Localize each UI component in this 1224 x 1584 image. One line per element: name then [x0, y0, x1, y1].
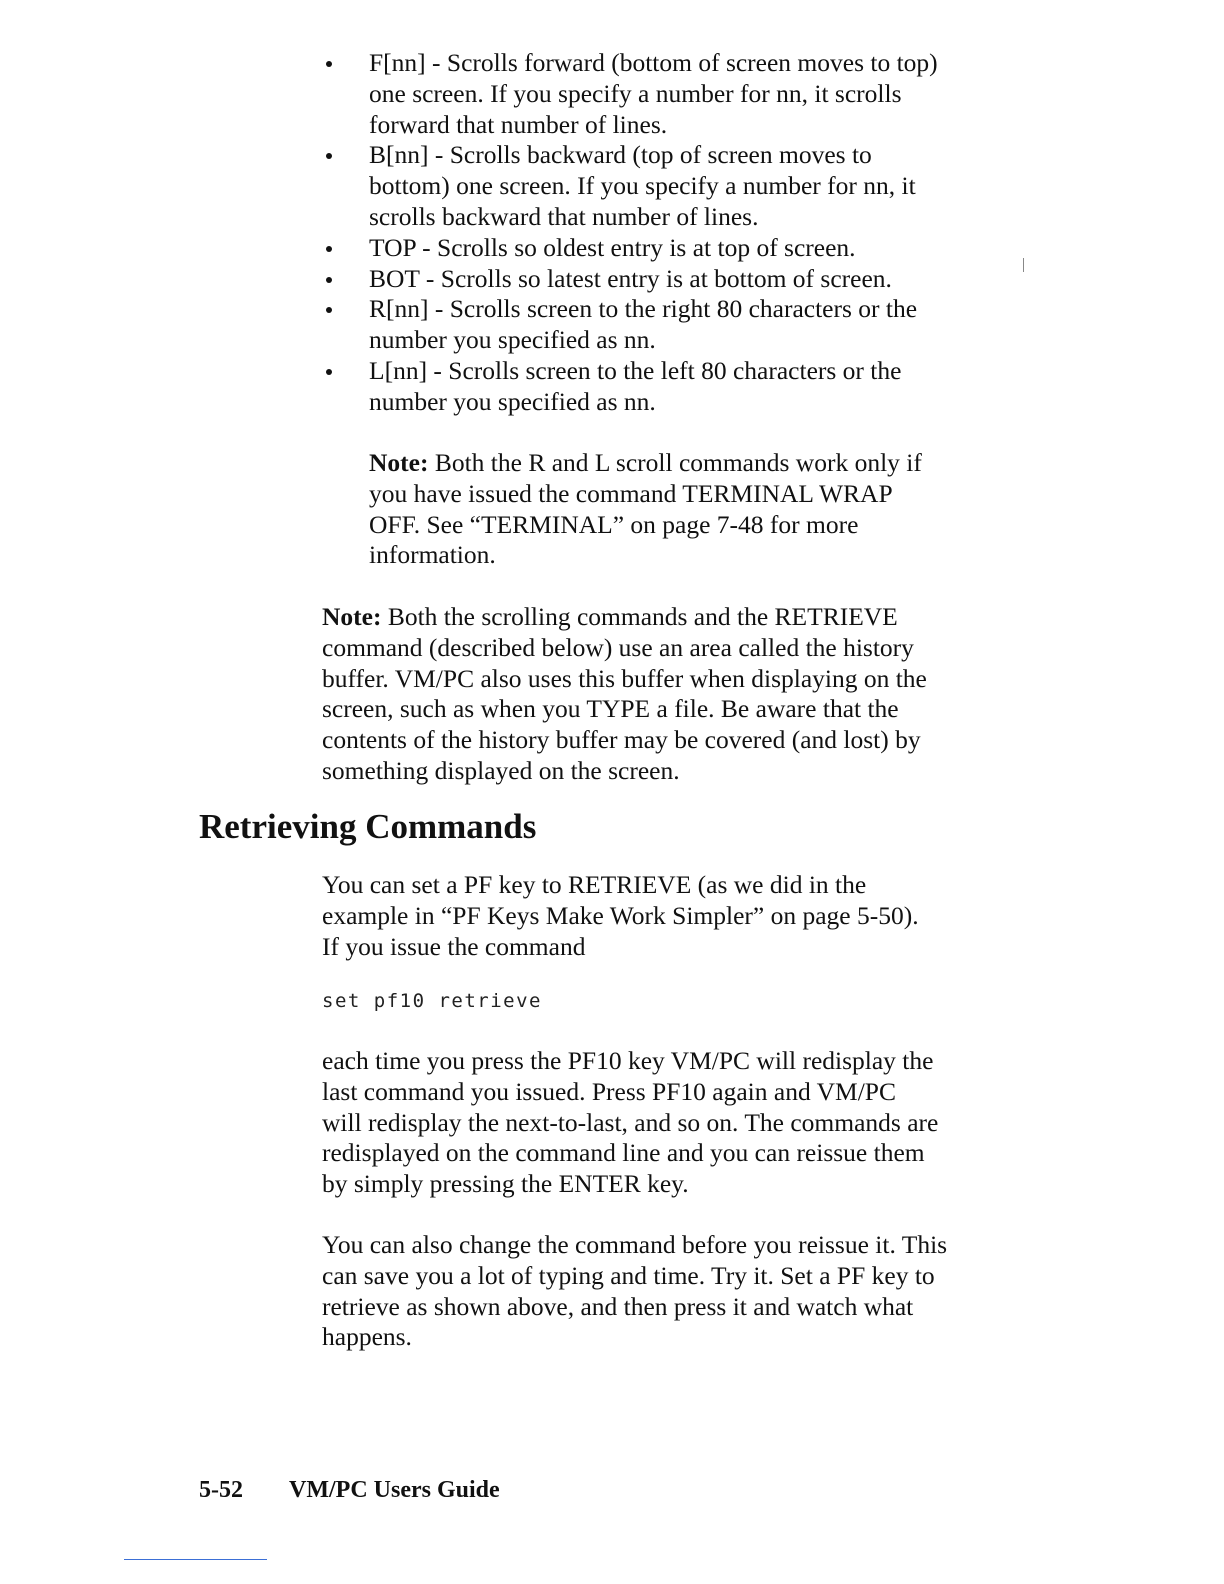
list-item-line: bottom) one screen. If you specify a number for nn, it	[369, 171, 916, 201]
list-item-line: L[nn] - Scrolls screen to the left 80 characters or the	[369, 355, 902, 385]
scroll-command-list	[322, 48, 1022, 418]
paragraph-line: redisplayed on the command line and you can reissue them	[322, 1138, 925, 1168]
note-line: Both the R and L scroll commands work only if	[434, 448, 922, 477]
note-line: contents of the history buffer may be covered (and lost) by	[322, 725, 921, 755]
list-item-line: number you specified as nn.	[369, 386, 656, 416]
section-heading: Retrieving Commands	[199, 807, 537, 846]
note-line: information.	[369, 540, 496, 570]
list-item-line: R[nn] - Scrolls screen to the right 80 characters or the	[369, 294, 918, 324]
paragraph-line: by simply pressing the ENTER key.	[322, 1169, 689, 1199]
note-line: OFF. See “TERMINAL” on page 7-48 for more	[369, 509, 859, 539]
paragraph-line: last command you issued. Press PF10 again and VM/PC	[322, 1076, 896, 1106]
note-line: screen, such as when you TYPE a file. Be aware that the	[322, 694, 899, 724]
bullet-icon	[326, 277, 332, 283]
bullet-icon	[326, 246, 332, 252]
list-item-line: B[nn] - Scrolls backward (top of screen moves to	[369, 140, 872, 170]
list-item	[322, 48, 1022, 140]
book-title: VM/PC Users Guide	[289, 1477, 500, 1503]
note-label: Note:	[322, 602, 382, 631]
bottom-rule	[124, 1559, 267, 1560]
scroll-note	[369, 448, 1009, 571]
list-item	[322, 356, 1022, 418]
list-item-line: forward that number of lines.	[369, 109, 668, 139]
note-label: Note:	[369, 448, 429, 477]
paragraph-line: each time you press the PF10 key VM/PC will redisplay the	[322, 1046, 934, 1075]
list-item	[322, 233, 1022, 264]
note-line: Both the scrolling commands and the RETRIEVE	[387, 602, 898, 631]
list-item-line: number you specified as nn.	[369, 325, 656, 355]
note-line: something displayed on the screen.	[322, 755, 680, 785]
paragraph	[322, 1046, 1012, 1200]
paragraph-line: can save you a lot of typing and time. Try it. Set a PF key to	[322, 1260, 935, 1290]
code-example: set pf10 retrieve	[322, 990, 542, 1012]
paragraph	[322, 1230, 1012, 1353]
paragraph-line: If you issue the command	[322, 931, 586, 961]
history-buffer-note	[322, 602, 1012, 787]
margin-mark	[1023, 258, 1024, 272]
list-item	[322, 140, 1022, 232]
paragraph	[322, 870, 1012, 962]
list-item-line: BOT - Scrolls so latest entry is at bottom of screen.	[369, 263, 892, 293]
list-item	[322, 294, 1022, 356]
paragraph-line: will redisplay the next-to-last, and so on. The commands are	[322, 1107, 939, 1137]
list-item-line: scrolls backward that number of lines.	[369, 201, 759, 231]
note-line: command (described below) use an area called the history	[322, 632, 914, 662]
note-line: buffer. VM/PC also uses this buffer when displaying on the	[322, 663, 927, 693]
page-footer	[199, 1475, 500, 1505]
paragraph-line: example in “PF Keys Make Work Simpler” on page 5-50).	[322, 900, 919, 930]
list-item-line: F[nn] - Scrolls forward (bottom of screen moves to top)	[369, 48, 938, 77]
list-item-line: TOP - Scrolls so oldest entry is at top of screen.	[369, 232, 856, 262]
bullet-icon	[326, 307, 332, 313]
list-item-line: one screen. If you specify a number for nn, it scrolls	[369, 78, 902, 108]
bullet-icon	[326, 153, 332, 159]
paragraph-line: retrieve as shown above, and then press it and watch what	[322, 1291, 914, 1321]
bullet-icon	[326, 369, 332, 375]
paragraph-line: You can set a PF key to RETRIEVE (as we did in the	[322, 870, 867, 899]
note-line: you have issued the command TERMINAL WRAP	[369, 478, 893, 508]
page-number: 5-52	[199, 1477, 243, 1503]
list-item	[322, 264, 1022, 295]
bullet-icon	[326, 61, 332, 67]
paragraph-line: You can also change the command before you reissue it. This	[322, 1230, 948, 1259]
paragraph-line: happens.	[322, 1322, 412, 1352]
